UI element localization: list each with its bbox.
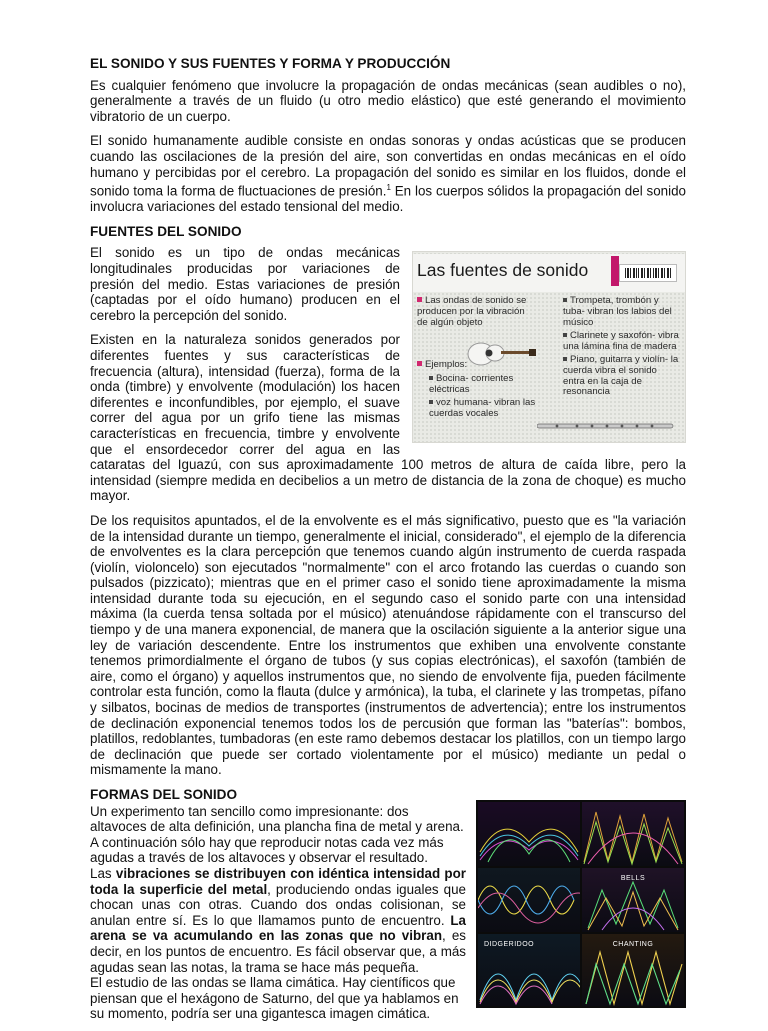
cymatics-tile-didgeridoo <box>478 934 580 1006</box>
bullet-small-icon <box>563 333 567 337</box>
section-heading-formas: FORMAS DEL SONIDO <box>90 787 238 802</box>
cymatics-tile-1 <box>478 802 580 866</box>
example-1: Bocina- corrientes eléctricas <box>429 373 514 395</box>
flute-icon <box>537 420 677 436</box>
formas-p2-bold-1: vibraciones se distribuyen con idéntica intensidad por toda la superficie del metal <box>90 865 466 897</box>
tile-label-chanting: CHANTING <box>612 940 654 948</box>
bullet-small-icon <box>429 376 433 380</box>
cymatics-tile-3 <box>478 868 580 932</box>
left-bullet-text: Las ondas de sonido se producen por la vibración de algún objeto <box>417 295 527 328</box>
fuentes-paragraph-1: El sonido es un tipo de ondas mecánicas longitudinales producidas por variaciones de presión del medio. Estas variaciones de presión (captadas por el oído humano) producen en el cerebro la percepción del sonido. <box>90 245 400 323</box>
formas-paragraph-3: El estudio de las ondas se llama cimática. Hay científicos que piensan que el hexágono de Saturno, del que ya hablamos en su momento, podría ser una gigantesca imagen cimática. <box>90 975 459 1022</box>
bullet-small-icon <box>563 357 567 361</box>
right-bullet-3: Piano, guitarra y violín- la cuerda vibra el sonido entra en la caja de resonancia <box>563 354 679 398</box>
tile-label-didgeridoo: DIDGERIDOO <box>484 940 535 948</box>
intro-paragraph-2-text: El sonido humanamente audible consiste en ondas sonoras y ondas acústicas que se producen cuando las oscilaciones de la presión del aire, son convertidas en ondas mecánicas en el oído humano y percibidas por el cerebro. La propagación del sonido es similar en los fluidos, donde el sonido toma la forma de fluctuaciones de presión. <box>90 133 686 199</box>
cymatics-tile-chanting <box>582 934 684 1006</box>
intro-paragraph-2-end: En los cuerpos sólidos la propagación del sonido involucra variaciones del estado tensional del medio. <box>90 183 686 215</box>
intro-paragraph-1: Es cualquier fenómeno que involucre la propagación de ondas mecánicas (sean audibles o no), generalmente a través de un fluido (u otro medio elástico) que esté generando el movimiento vibratorio de un cuerpo. <box>90 77 686 124</box>
right-bullet-1: Trompeta, trombón y tuba- vibran los labios del músico <box>563 295 672 328</box>
footnote-marker: 1 <box>386 183 391 193</box>
right-bullets <box>563 296 681 397</box>
formas-p2-e: , es decir, en los puntos de encuentro. Es fácil observar que, a más agudas sean las notas, la trama se hace más pequeña. <box>90 928 466 975</box>
cymatics-image <box>476 800 686 1008</box>
examples-label: Ejemplos: <box>425 359 468 371</box>
tile-label-bells: BELLS <box>620 874 646 882</box>
infographic-left-bullet <box>417 296 533 328</box>
cymatics-tile-bells <box>582 868 684 932</box>
bullet-small-icon <box>563 298 567 302</box>
intro-paragraph-2 <box>90 133 686 214</box>
accent-bar <box>611 256 619 286</box>
infographic-panel <box>412 251 686 443</box>
fuentes-paragraph-2: Existen en la naturaleza sonidos generados por diferentes fuentes y sus características de frecuencia (altura), intensidad (fuerza), forma de la onda (timbre) y envolvente (modulación) los hacen diferentes e inconfundibles, por ejemplo, el suave correr del agua por un grifo tiene las mismas características en frecuencia, timbre y envolvente que el ensordecedor correr del agua en las cataratas del Iguazú, con sus aproximadamente 100 metros de altura de caída libre, pero la intensidad (siempre medida en decibelios a un metro de distancia de la zona de choque) es mucho mayor. <box>90 332 686 504</box>
example-2: voz humana- vibran las cuerdas vocales <box>429 397 536 419</box>
document-title: EL SONIDO Y SUS FUENTES Y FORMA Y PRODUCCIÓN <box>90 56 451 71</box>
barcode-icon <box>619 264 677 282</box>
examples-block <box>417 360 537 419</box>
bullet-square-icon <box>417 361 422 366</box>
formas-p2-a: Las <box>90 865 116 881</box>
bullet-small-icon <box>429 400 433 404</box>
document-page <box>90 56 686 1031</box>
infographic-title: Las fuentes de sonido <box>417 260 589 281</box>
formas-paragraph-1: Un experimento tan sencillo como impresionante: dos altavoces de alta definición, una plancha fina de metal y arena. A continuación sólo hay que reproducir notas cada vez más agudas a través de los altavoces y observar el resultado. <box>90 803 464 866</box>
cymatics-collage <box>476 800 686 1008</box>
formas-p2-c: , produciendo ondas iguales que chocan unas con otras. Cuando dos ondas colisionan, se anulan entre sí. Es lo que llamamos punto de encuentro. <box>90 881 466 928</box>
infographic-fuentes-sonido <box>412 251 686 443</box>
right-bullet-2: Clarinete y saxofón- vibra una lámina fina de madera <box>563 330 679 352</box>
fuentes-paragraph-3: De los requisitos apuntados, el de la envolvente es el más significativo, puesto que es "la variación de la intensidad durante un tiempo, generalmente el inicial, considerado", el ejemplo de la diferencia de envolventes es la clara percepción que tenemos cuando algún instrumento de cuerda raspada (violín, violoncelo) son ejecutados "normalmente" con el arco frotando las cuerdas o cuando son pulsados (pizzicato); mientras que en el primer caso el sonido tiene aproximadamente la misma intensidad durante toda su ejecución, en el segundo caso el sonido parte con una intensidad máxima (la cuerda tensa soltada por el músico) atenuándose rápidamente con el transcurso del tiempo y de una manera exponencial, de manera que la oscilación siguiente a la anterior sigue una ley de variación descendente. Entre los instrumentos que exhiben una envolvente constante tenemos primordialmente el órgano de tubos (y sus copias electrónicas), el saxofón (también de aire, como el órgano) y aquellos instrumentos que, no siendo de envolvente fija, pueden fácilmente controlar esta función, como la flauta (dulce y armónica), la tuba, el clarinete y las trompetas, pífano y silbatos, bocinas de medios de transportes (instrumentos de advertencia); entre los instrumentos de declinación exponencial tenemos todos los de percusión que forman las "baterías": bombos, platillos, redoblantes, tumbadoras (en este ramo debemos destacar los platillos, con un tiempo largo de declinación que puede ser cortado violentamente por el músico) mediante un pedal o mismamente la mano. <box>90 512 686 778</box>
cymatics-tile-2 <box>582 802 684 866</box>
section-heading-fuentes: FUENTES DEL SONIDO <box>90 223 242 239</box>
bullet-square-icon <box>417 297 422 302</box>
formas-p2-bold-2: La arena se va acumulando en las zonas que no vibran <box>90 912 466 944</box>
